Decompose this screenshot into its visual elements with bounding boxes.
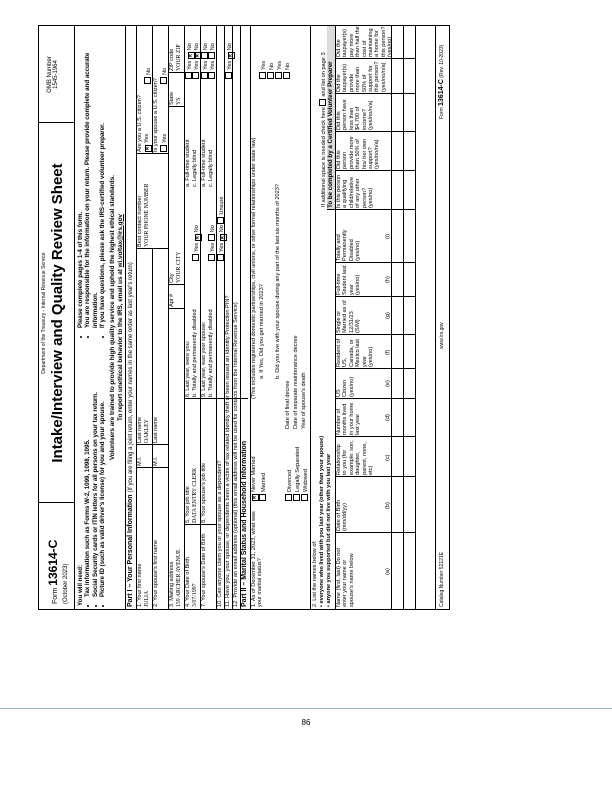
footer-form-word: Form — [439, 107, 445, 119]
omb-number: 1545-1964 — [53, 60, 59, 89]
q6c-label: c. Legally blind — [192, 149, 198, 187]
includes-note: (This includes registered domestic partnerships, civil unions, or other formal relationships under state law) — [251, 137, 257, 399]
please-notes — [77, 37, 106, 337]
lived-with-spouse-question: b. Did you live with your spouse during any part of the last six months of 2023? — [275, 184, 281, 379]
col-head-student: Full-time Student last year (yes/no) — [336, 265, 362, 295]
q8-spouse-job-label: 8. Your spouse's job title — [201, 462, 207, 523]
q5-job-label: 5. Your job title — [185, 486, 191, 523]
lived-spouse-yes-checkbox[interactable] — [275, 72, 282, 79]
q10-yes-checkbox[interactable] — [217, 254, 224, 261]
need-item: • Picture ID (such as valid driver's license) for you and your spouse. — [99, 346, 106, 597]
q7-spouse-dob-label: 7. Your spouse's Date of Birth — [201, 533, 207, 607]
col-letter-b: (b) — [385, 502, 391, 509]
first-name-field[interactable]: JULIA — [144, 590, 150, 607]
last-name-label: Last name — [137, 416, 143, 443]
household-bullet-2: anyone you supported but did not live with you last year — [326, 453, 332, 604]
spouse-citizen-yes-checkbox[interactable] — [160, 145, 167, 152]
additional-space-checkbox[interactable] — [319, 99, 326, 106]
yes-label: Yes — [277, 60, 283, 70]
final-decree-label: Date of final decree — [285, 380, 291, 429]
q6a-yes-checkbox[interactable] — [185, 72, 192, 79]
q4-dob-label: 4. Your Date of Birth — [185, 556, 191, 607]
q6c-no-checkbox[interactable]: ✕ — [195, 53, 201, 58]
dob-field[interactable]: 3/07/1997 — [192, 583, 198, 607]
col-head-resident: Resident of US, Canada, or Mexico last year (yes/no) — [336, 338, 375, 367]
volunteer-heading: To be completed by a Certified Volunteer Preparer — [327, 61, 334, 208]
additional-space-note: If additional space is needed check here — [321, 107, 327, 207]
part2-title: Part II – Marital Status and Household Information — [241, 440, 248, 607]
spouse-death-label: Year of spouse's death — [301, 372, 307, 429]
form-number: 13614-C — [46, 539, 60, 586]
q3-address-label: 3. Mailing address — [169, 561, 175, 607]
maintenance-decree-label: Date of separate maintenance decree — [293, 335, 299, 429]
never-married-label: Never Married — [251, 456, 257, 492]
page-number: 86 — [301, 718, 311, 727]
married-label: Married — [261, 473, 267, 492]
col-head-own-support: Did this person provide more than 50% of his/ her own support? (yes/no/n/a) — [336, 136, 381, 169]
you-will-need — [77, 346, 106, 606]
report-line: To report unethical behavior to the IRS, email us at — [116, 269, 124, 421]
form-word: Form — [52, 587, 59, 604]
form-header — [39, 26, 75, 609]
lived-spouse-no-checkbox[interactable] — [283, 72, 290, 79]
no-label: No — [162, 67, 168, 75]
yes-label: Yes — [203, 60, 209, 70]
apt-label: Apt # — [169, 293, 175, 307]
marital-status-question: 1. As of December 31, 2023, what was your marital status? — [251, 511, 264, 607]
department-label: Department of the Treasury - Internal Revenue Service — [41, 252, 47, 374]
please-item: • If you have questions, please ask the IRS-certified volunteer preparer. — [99, 37, 106, 328]
yes-label: Yes — [194, 242, 200, 252]
q6c-yes-checkbox[interactable] — [192, 72, 199, 79]
col-head-taxpayer-support: Did the taxpayer(s) provide more than 50% of support for this person? (yes/no/n/a) — [336, 61, 387, 92]
no-label: No — [210, 225, 216, 233]
form-title-box — [39, 122, 74, 503]
col-letter-d: (d) — [385, 414, 391, 421]
yes-label: Yes — [261, 60, 267, 70]
citizen-yes-checkbox[interactable]: ✕ — [145, 146, 151, 151]
q11-label: 11. Have you, your spouse, or dependents been a victim of tax related identity theft or been issued an Identity Protection PIN? — [225, 295, 231, 607]
yes-label: Yes — [187, 60, 193, 70]
col-letter-c: (c) — [385, 454, 391, 461]
additional-space-note-2: and list on page 3 — [321, 52, 327, 97]
col-letter-h: (h) — [385, 276, 391, 283]
no-label: No — [210, 43, 216, 51]
no-label: No — [194, 43, 200, 51]
widowed-label: Widowed — [303, 468, 309, 492]
q9c-label: c. Legally blind — [208, 149, 214, 187]
married-2023-yes-checkbox[interactable] — [259, 72, 266, 79]
need-item: • Social Security cards or ITIN letters for all persons on your tax return. — [92, 346, 99, 597]
phone-label: Best contact number — [137, 195, 143, 247]
q6-label: 6. Last year, were you: — [185, 340, 191, 397]
col-letter-i: (i) — [385, 234, 391, 239]
citizen-no-checkbox[interactable] — [144, 77, 151, 84]
q9-label: 9. Last year, was your spouse: — [201, 321, 207, 397]
col-head-months: Number of months lived in your home last year — [336, 402, 362, 435]
col-head-disabled: Totally and Permanently Disabled (yes/no) — [336, 229, 362, 261]
no-label: No — [187, 43, 193, 51]
col-head-citizen: US Citizen (yes/no) — [336, 376, 355, 397]
legally-separated-checkbox[interactable] — [293, 494, 300, 501]
part1-title: Part I – Your Personal Information — [127, 494, 134, 607]
q11-no-checkbox[interactable]: ✕ — [228, 53, 234, 58]
col-head-qualifying: Is this person a qualifying child/relative of any other person? (yes/no) — [336, 174, 375, 208]
col-head-name: Name (first, last) Do not enter your name or spouse's name below — [336, 547, 355, 607]
form-page-rotated: Form 13614-C (October 2023) Department of the Treasury - Internal Revenue Service Intake/Interview and Quality Review Sheet OMB Number 1545-1964 You will need: • Tax information such as Forms W-2, 1099, 1098, 1095. • Social Security cards or ITIN letters for all persons on your tax return. • Picture ID (such as valid driver's license) for you and your spouse. • Please complete pages 1-4 of this form. • You are responsible for the information on your return. Please provide complete and accurate information. • If you have questions, please ask the IRS-certified volunteer preparer. Volunteers are trained to provide high quality service and uphold the highest ethical standards. To report unethical behavior to the IRS, email us at wi.voltax@irs.gov Part I – Your Personal Information (If you are filing a joint return, enter your names in the same order as last year's return) 1. Your first name JULIA M.I. Last name OAKLEY Best contact number YOUR PHONE NUMBER Are you a U.S. citizen? ✕Yes No 2. Your spouse's first name M.I. Last name Is your spouse a U.S. citizen? Yes No 3. Mailing address 159 ARCHER AVENUE Apt # City YOUR CITY State YS ZIP code YOUR ZIP 4. Your Date of Birth 3/07/1997 5. Your job title DATA ENTRY CLERK 6. Last year, were you: a. Full-time student Yes ✕No b. Totally and permanently disabled Yes ✕No c. Legally blind Yes ✕No 7. Your spouse's Date of Birth 8. Your spouse's job title 9. Last year, was your spouse: a. Full-time student Yes No b. Totally and permanently disabled Yes No c. Legally blind Yes No 10. Can anyone claim you or your spouse as a dependent? Yes ✕No Unsure 11. Have you, your spouse, or dependents been a victim of tax related identity theft or been issued an Identity Protection PIN? Yes ✕No 12. Provide an email address (optional) (this email address will not be used for contacts from the Internal Revenue Service) Part II – Marital Status and Household Information 1. As of December 31, 2023, what was your marital status? ✕Never Married Married (This includes registered domestic partnerships, civil unions, or other formal relationships under state law) a. If Yes, Did you get married in 2023? Yes No b. Did you live with your spouse during any part of the last six months of 2023? Yes No Divorced Date of final decree Legally Separated Date of separate maintenance decree Widowed Year of spouse's death 2. List the names below of: • everyone who lived with you last year (other than your spouse) • anyone you supported but did not live with you last year If additional space is needed check here and list on page 3 To be completed by a Certified Volunteer Preparer Name (first, last) Do not enter your name or spouse's name below Date of Birth (mm/dd/yy) Relationship to you (for example: son, daughter, parent, none, etc) Number of months lived in your home last year US Citizen (yes/no) Resident of US, Canada, or Mexico last year (yes/no) Single or Married as of 12/31/23 (S/M) Full-time Student last year (yes/no) Totally and Permanently Disabled (yes/no) Is this person a qualifying child/relative of any other person? (yes/no) Did this person provide more than 50% of his/ her own support? (yes/no/n/a) Did this person have less than $4,700 of income? (yes/no/n/a) Did the taxpayer(s) provide more than 50% of support for this person? (yes/no/n/a) Did the taxpayer(s) pay more than half the cost of maintaining a home for this person? (yes/no) (a) (b) (c) (d) (e) (f) (g) (h) (i) Catalog Number 52121E www.irs.gov Form 13614-C (Rev. 10-2023) — [39, 26, 449, 609]
q9a-label: a. Full-time student — [201, 139, 207, 187]
q9a-no-checkbox[interactable] — [201, 52, 208, 59]
q10-unsure-checkbox[interactable] — [217, 217, 224, 224]
q6b-no-checkbox[interactable]: ✕ — [195, 235, 201, 240]
col-head-income: Did this person have less than $4,700 of income? (yes/no/n/a) — [336, 99, 375, 130]
citizen-question: Are you a U.S. citizen? — [137, 95, 143, 152]
q6b-yes-checkbox[interactable] — [192, 254, 199, 261]
footer-form-number: 13614-C — [438, 79, 445, 106]
divorced-label: Divorced — [287, 469, 293, 492]
zip-field[interactable]: YOUR ZIP — [176, 44, 182, 71]
legally-separated-label: Legally Separated — [295, 446, 301, 492]
state-field[interactable]: YS — [176, 97, 182, 105]
married-checkbox[interactable] — [259, 494, 266, 501]
spouse-citizen-question: Is your spouse a U.S. citizen? — [153, 78, 159, 152]
please-item: • Please complete pages 1-4 of this form. — [77, 37, 84, 328]
household-bullet-1: everyone who lived with you last year (other than your spouse) — [319, 435, 325, 604]
divorced-checkbox[interactable] — [285, 494, 292, 501]
page-rule — [0, 708, 612, 709]
q6a-label: a. Full-time student — [185, 139, 191, 187]
address-field[interactable]: 159 ARCHER AVENUE — [176, 549, 182, 607]
col-head-home-cost: Did the taxpayer(s) pay more than half the cost of maintaining a home for this person? (yes/no) — [336, 26, 394, 57]
col-letter-f: (f) — [385, 349, 391, 355]
q10-label: 10. Can anyone claim you or your spouse as a dependent? — [217, 460, 223, 607]
trained-line: Volunteers are trained to provide high quality service and uphold the highest ethical standards. — [109, 174, 116, 461]
please-item: • You are responsible for the information on your return. Please provide complete and accurate information. — [84, 37, 99, 328]
form-id-box — [39, 502, 74, 609]
q1-first-name-label: 1. Your first name — [137, 563, 143, 607]
ethics-notice — [109, 26, 126, 609]
q9c-yes-checkbox[interactable] — [208, 72, 215, 79]
no-label: No — [203, 43, 209, 51]
q10-no-checkbox[interactable]: ✕ — [220, 235, 226, 240]
last-name-field[interactable]: OAKLEY — [144, 419, 150, 443]
widowed-checkbox[interactable] — [301, 494, 308, 501]
col-head-dob: Date of Birth (mm/dd/yy) — [336, 499, 349, 531]
mi-label: M.I. — [137, 456, 143, 466]
form-frame — [38, 25, 450, 610]
zip-label: ZIP code — [169, 48, 175, 71]
omb-label: OMB Number — [47, 56, 53, 93]
yes-label: Yes — [210, 242, 216, 252]
unsure-label: Unsure — [219, 196, 225, 215]
q6a-no-checkbox[interactable]: ✕ — [188, 53, 194, 58]
never-married-checkbox[interactable]: ✕ — [252, 495, 258, 500]
form-title: Intake/Interview and Quality Review Sheet — [49, 163, 66, 463]
col-head-relationship: Relationship to you (for example: son, daughter, parent, none, etc) — [336, 440, 375, 475]
q2-spouse-name-label: 2. Your spouse's first name — [153, 540, 159, 607]
irs-site: www.irs.gov — [439, 322, 445, 349]
q9b-no-checkbox[interactable] — [208, 234, 215, 241]
col-letter-a: (a) — [385, 568, 391, 575]
col-letter-g: (g) — [385, 312, 391, 319]
yes-label: Yes — [210, 60, 216, 70]
spouse-last-name-label: Last name — [153, 416, 159, 443]
yes-label: Yes — [144, 133, 150, 143]
no-label: No — [146, 67, 152, 75]
no-label: No — [227, 43, 233, 51]
catalog-number: Catalog Number 52121E — [439, 551, 445, 607]
footer-rev: (Rev. 10-2023) — [439, 44, 445, 78]
col-head-single-married: Single or Married as of 12/31/23 (S/M) — [336, 300, 362, 333]
no-label: No — [194, 225, 200, 233]
married-2023-no-checkbox[interactable] — [267, 72, 274, 79]
q9a-yes-checkbox[interactable] — [201, 72, 208, 79]
form-date: (October 2023) — [63, 563, 69, 604]
job-title-field[interactable]: DATA ENTRY CLERK — [192, 467, 198, 523]
you-will-need-heading: You will need: — [77, 564, 84, 606]
need-item: • Tax information such as Forms W-2, 1099, 1098, 1095. — [84, 346, 91, 597]
yes-label: Yes — [227, 60, 233, 70]
no-label: No — [285, 62, 291, 70]
yes-label: Yes — [194, 60, 200, 70]
part1-note: (If you are filing a joint return, enter your names in the same order as last year's return) — [128, 262, 134, 493]
yes-label: Yes — [219, 242, 225, 252]
q6b-label: b. Totally and permanently disabled — [192, 309, 198, 397]
omb-box — [39, 26, 74, 123]
no-label: No — [219, 225, 225, 233]
table-row[interactable] — [415, 26, 416, 609]
household-list-label: 2. List the names below of: — [312, 540, 318, 607]
q9b-label: b. Totally and permanently disabled — [208, 309, 214, 397]
yes-label: Yes — [162, 133, 168, 143]
q12-email-label: 12. Provide an email address (optional) (this email address will not be used for contacts from the Internal Revenue Service) — [233, 302, 239, 607]
q9b-yes-checkbox[interactable] — [208, 254, 215, 261]
table-row[interactable] — [403, 26, 404, 609]
no-label: No — [269, 62, 275, 70]
report-email-link[interactable]: wi.voltax@irs.gov — [116, 214, 124, 268]
phone-field[interactable]: YOUR PHONE NUMBER — [144, 183, 150, 247]
spouse-citizen-no-checkbox[interactable] — [160, 77, 167, 84]
city-field[interactable]: YOUR CITY — [176, 251, 182, 283]
state-label: State — [169, 91, 175, 105]
married-2023-question: a. If Yes, Did you get married in 2023? — [259, 284, 265, 379]
q11-yes-checkbox[interactable] — [225, 72, 232, 79]
city-label: City — [169, 273, 175, 283]
col-letter-e: (e) — [385, 380, 391, 387]
spouse-mi-label: M.I. — [153, 456, 159, 466]
q9c-no-checkbox[interactable] — [208, 52, 215, 59]
